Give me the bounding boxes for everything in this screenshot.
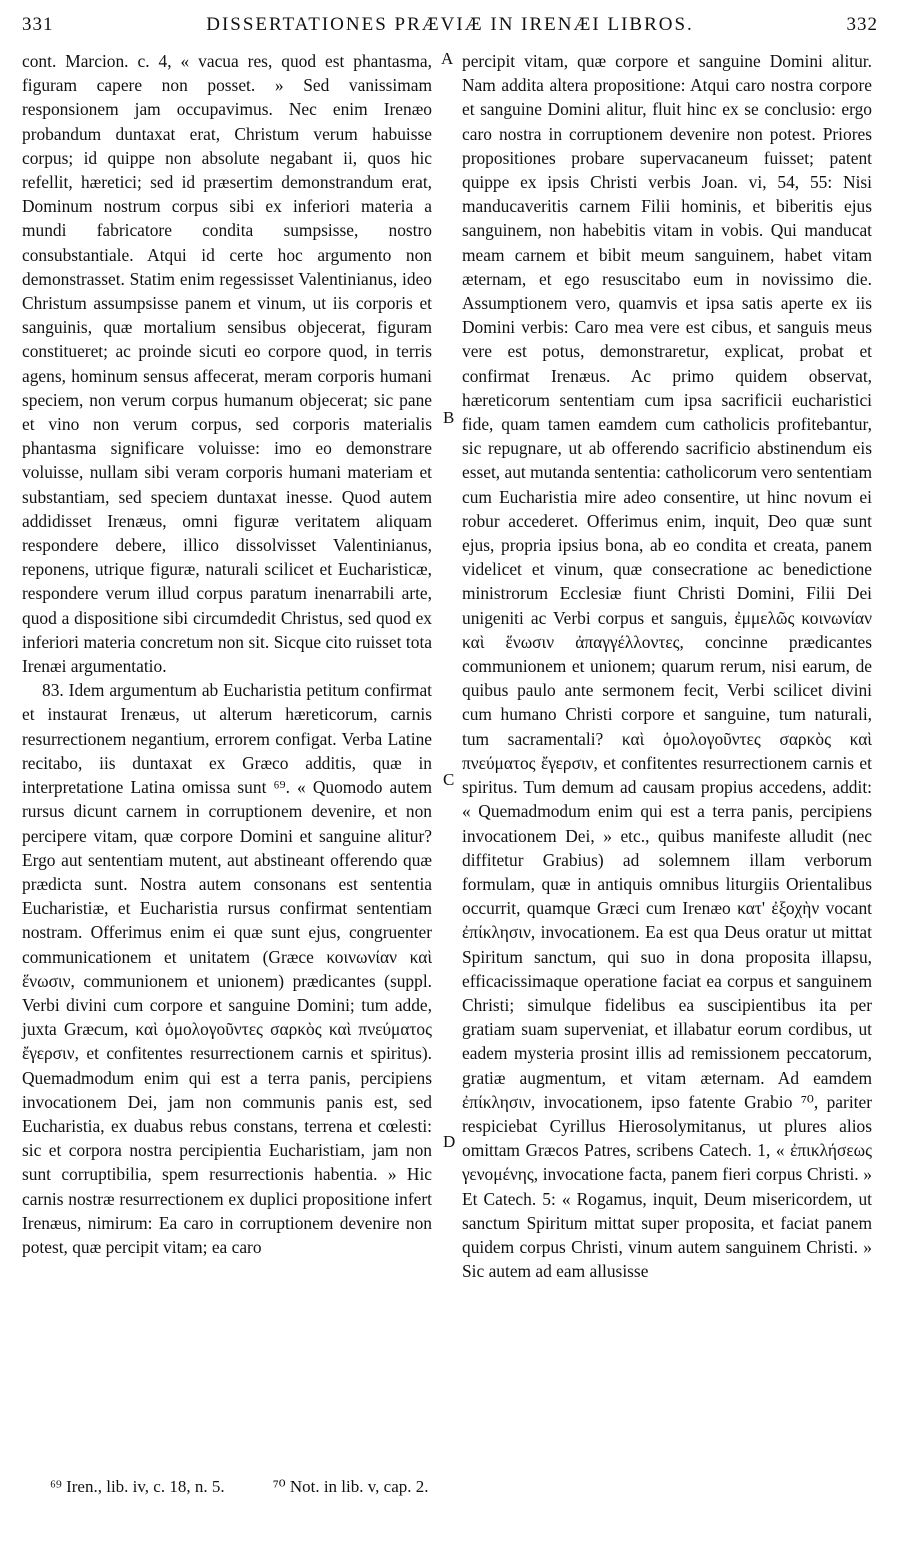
page-number-right: 332 [846,14,878,35]
page-number-left: 331 [22,14,54,35]
margin-marker-c: C [443,770,455,789]
footnotes [50,1477,870,1497]
left-paragraph-1: cont. Marcion. c. 4, « vacua res, quod est phantasma, figuram capere non posset. » Sed vanissimam responsionem jam occupavimus. Nec enim Irenæo probandum duntaxat erat, Christum verum habuisse corpus; id quippe non absolute negabant ii, quos hic refellit, hæretici; sed id præsertim demonstrandum erat, Dominum nostrum corpus sibi ex inferiori materia a mundi fabricatore condita sumpsisse, nostro consubstantiale. Atqui id certe hoc argumento non demonstrasset. Statim enim regessisset Valentinianus, ideo Christum assumpsisse panem et vinum, ut iis corporis et sanguinis, quæ mortalium sensibus objecerat, figuram constitueret; ac proinde sicuti eo corpore quod, in terris agens, hominum sensus affecerat, meram corporis humani speciem, non verum corpus humanum objecerat; sic pane et vino non verum corpus, sed corporis materialis phantasma significare voluisse: imo eo demonstrare voluisse, nullam sibi veram corporis humani materiam et substantiam, sed speciem duntaxat inesse. Quod autem addidisset Irenæus, omni figuræ veritatem aliquam respondere debere, illico dissolvisset Valentinianus, reponens, utrique figuræ, naturali scilicet et Eucharisticæ, respondere verum illud corpus paratum inenarrabili arte, quod a dispositione sibi circumdedit Christus, sed quod ex inferiori materia concretum non sit. Sicque cito ruisset tota Irenæi argumentatio. [22,51,432,677]
right-paragraph-1: percipit vitam, quæ corpore et sanguine Domini alitur. Nam addita altera propositione: Atqui caro nostra corpore et sanguine Domini alitur, fluit hinc ex se conclusio: ergo caro nostra in corruptionem devenire non potest. Priores propositiones probare supervacaneum fuisset; patent quippe ex ipsis Christi verbis Joan. vi, 54, 55: Nisi manducaveritis carnem Filii hominis, et biberitis ejus sanguinem, non habebitis vitam in vobis. Qui manducat meam carnem et bibit meum sanguinem, habet vitam æternam, et ego resuscitabo eum in novissimo die. Assumptionem vero, quamvis et ipsa satis aperte ex iis Domini verbis: Caro mea vere est cibus, et sanguis meus vere est potus, demonstraretur, explicat, probat et confirmat Irenæus. Ac primo quidem observat, hæreticorum sententiam cum ipsa sacrificii eucharistici fide, quam tamen eamdem cum catholicis profitebantur, sic repugnare, ut ab offerendo sacrificio abstinendum eis esset, aut mutanda sententia: catholicorum vero sententiam cum Eucharistia mire adeo consentire, ut hinc novum ei robur accederet. Offerimus enim, inquit, Deo quæ sunt ejus, propria ipsius bona, ab eo condita et creata, panem videlicet et vinum, quæ consecratione ac benedictione ministrorum Ecclesiæ fiunt Christi Domini, Filii Dei unigeniti ac Verbi corpus et sanguis, ἐμμελῶς κοινωνίαν καὶ ἕνωσιν ἀπαγγέλλοντες, concinne prædicantes communionem et unionem; quarum rerum, nisi earum, de quibus paulo ante sermonem fecit, Verbi scilicet divini cum humano Christi corpore et sanguine, tum naturali, tum sacramentali? καὶ ὁμολογοῦντες σαρκὸς καὶ πνεύματος ἔγερσιν, et confitentes resurrectionem carnis et spiritus. Tum demum ad causam propius accedens, addit: « Quemadmodum enim qui est a terra panis, percipiens invocationem Dei, » etc., quibus manifeste alludit (nec diffitetur Grabius) ad solemnem illam verborum formulam, quæ in antiquis omnibus liturgiis Orientalibus occurrit, quamque Græci cum Irenæo κατ' ἐξοχὴν vocant ἐπίκλησιν, invocationem. Ea est qua Deus oratur ut mittat Spiritum sanctum, qui suo in dona proposita illapsu, efficacissimaque operatione faciat ea corpus et sanguinem Christi; simulque fidelibus ea suscipientibus ita per gratiam suam superveniat, et illabatur eorum cordibus, ut eadem mysteria prosint illis ad remissionem peccatorum, gratiæ augmentum, et vitam æternam. Ad eamdem ἐπίκλησιν, invocationem, ipso fatente Grabio ⁷⁰, pariter respiciebat Cyrillus Hierosolymitanus, ut plures alios omittam Græcos Patres, scribens Catech. 1, « ἐπικλήσεως γενομένης, invocatione facta, panem fieri corpus Christi. » Et Catech. 5: « Rogamus, inquit, Deum misericordem, ut sanctum Spiritum mittat super proposita, et faciat panem quidem corpus Christi, vinum autem sanguinem Christi. » Sic autem ad eam allusisse [462,51,872,1282]
footnote-70: ⁷⁰ Not. in lib. v, cap. 2. [272,1477,429,1496]
right-column [462,49,872,1283]
margin-marker-d: D [443,1132,456,1151]
margin-marker-b: B [443,408,455,427]
margin-marker-a: A [441,49,454,68]
running-title: DISSERTATIONES PRÆVIÆ IN IRENÆI LIBROS. [206,14,694,35]
running-header [22,14,878,44]
left-paragraph-2: 83. Idem argumentum ab Eucharistia petitum confirmat et instaurat Irenæus, ut alterum hæreticorum, carnis resurrectionem negantium, errorem configat. Verba Latine recitabo, iis duntaxat ex Græco additis, quæ in interpretatione Latina omissa sunt ⁶⁹. « Quomodo autem rursus dicunt carnem in corruptionem devenire, et non percipere vitam, quæ corpore Domini et sanguine alitur? Ergo aut sententiam mutent, aut abstineant offerendo quæ prædicta sunt. Nostra autem consonans est sententia Eucharistiæ, et Eucharistia rursus confirmat sententiam nostram. Offerimus enim ei quæ sunt ejus, congruenter communicationem et unitatem (Græce κοινωνίαν καὶ ἕνωσιν, communionem et unionem) prædicantes (suppl. Verbi divini cum corpore et sanguine Domini; tum adde, juxta Græcum, καὶ ὁμολογοῦντες σαρκὸς καὶ πνεύματος ἔγερσιν, et confitentes resurrectionem carnis et spiritus). Quemadmodum enim qui est a terra panis, percipiens invocationem Dei, jam non communis panis est, sed Eucharistia, ex duabus rebus constans, terrena et cœlesti: sic et corpora nostra percipientia Eucharistiam, jam non sunt corruptibilia, spem resurrectionis habentia. » Hic carnis nostræ resurrectionem ex duplici propositione infert Irenæus, nimirum: Ea caro in corruptionem devenire non potest, quæ percipit vitam; ea caro [22,680,432,1257]
footnote-69: ⁶⁹ Iren., lib. iv, c. 18, n. 5. [50,1477,225,1496]
left-column [22,49,432,1259]
